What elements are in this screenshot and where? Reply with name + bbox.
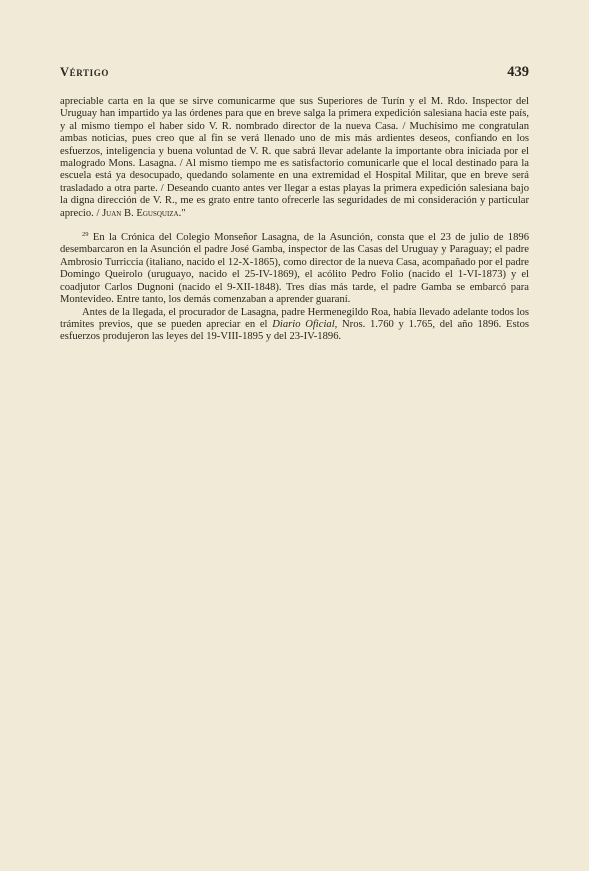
letter-signature: Juan B. Egusquiza." [102, 207, 186, 219]
page-header [60, 64, 529, 81]
footnote-text: En la Crónica del Colegio Monseñor Lasagna, de la Asunción, consta que el 23 de julio de 1896 desembarcaron en la Asunción el padre José Gamba, inspector de las Casas del Uruguay y Paraguay; el padre Ambrosio Turriccia (italiano, nacido el 12-X-1865), como director de la nueva Casa, acompañado por el padre Domingo Queirolo (uruguayo, nacido el 25-IV-1869), el acólito Pedro Folio (nacido el 1-VI-1873) y el coadjutor Carlos Dugnoni (nacido el 9-XII-1848). Tres días más tarde, el padre Gamba se embarcó para Montevideo. Entre tanto, los demás comenzaban a aprender guaraní. [60, 232, 529, 306]
second-paragraph [60, 307, 529, 344]
page-number: 439 [507, 64, 529, 80]
footnote-paragraph [60, 232, 529, 306]
second-paragraph-text-2: , Nros. 1.760 y 1.765, del año 1896. Estos esfuerzos produjeron las leyes del 19-VIII-1895 y del 23-IV-1896. [60, 318, 529, 343]
letter-text: apreciable carta en la que se sirve comunicarme que sus Superiores de Turín y el M. Rdo. Inspector del Uruguay han impartido ya las órdenes para que en breve salga la primera expedición salesiana hacia este país, y al mismo tiempo el haber sido V. R. nombrado director de la nueva Casa. / Muchísimo me congratulan ambas noticias, pues creo que al fin se verá llenado uno de mis más ardientes deseos, confiando en los esfuerzos, inteligencia y buena voluntad de V. R. que sabrá llevar adelante la importante obra iniciada por el malogrado Mons. Lasagna. / Al mismo tiempo me es satisfactorio comunicarle que el local destinado para la escuela está ya desocupado, quedando solamente en una extremidad el Hospital Militar, que en breve será trasladado a otra parte. / Deseando cuanto antes ver llegar a estas playas la primera expedición salesiana bajo la digna dirección de V. R., me es grato entre tanto ofrecerle las seguridades de mi consideración y particular aprecio. / [60, 96, 529, 219]
letter-paragraph [60, 96, 529, 220]
footnote-number: 29 [82, 231, 89, 239]
second-paragraph-text-1: Antes de la llegada, el procurador de Lasagna, padre Hermenegildo Roa, había llevado adelante todos los trámites previos, que se pueden apreciar en el [60, 306, 529, 330]
page-body [60, 96, 529, 344]
running-title: Vértigo [60, 65, 109, 79]
diario-oficial-title: Diario Oficial [272, 318, 335, 330]
